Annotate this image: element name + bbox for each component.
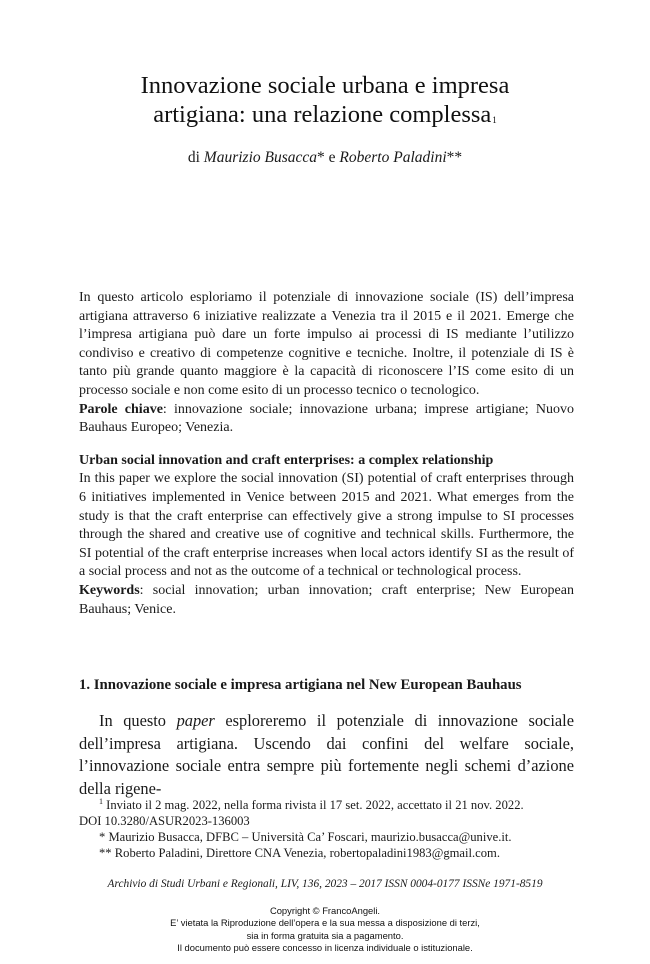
author-2-name: Roberto Paladini [339,149,447,166]
copyright-line-4: Il documento può essere concesso in licenza individuale o istituzionale. [177,941,473,953]
copyright-line-3: sia in forma gratuita sia a pagamento. [246,929,404,941]
section-heading: 1. Innovazione sociale e impresa artigiana nel New European Bauhaus [79,677,522,693]
author-prefix: di [187,149,200,166]
paragraph-1-italic: paper [176,711,215,730]
journal-citation: Archivio di Studi Urbani e Regionali, LIV, 136, 2023 – 2017 ISSN 0004-0177 ISSNe 1971-8519 [107,878,543,890]
keywords-it [79,401,574,438]
author-1-name: Maurizio Busacca [203,149,318,166]
abstract-it-text: In questo articolo esploriamo il potenziale di innovazione sociale (IS) dell’impresa artigiana attraverso 6 iniziative realizzate a Venezia tra il 2015 e il 2021. Emerge che l’impresa artigiana può dare un forte impulso ai processi di IS mediante l’utilizzo condiviso e creativo di competenze cognitive e tecniche. Inoltre, il potenziale di IS è tanto più grande quanto maggiore è la capacità di riconoscere l’IS come esito di un processo sociale e non come esito di un processo tecnico o tecnologico. [79,290,574,398]
article-title [60,71,590,129]
paragraph-1-start: In questo [99,711,177,730]
footnote-1-text: Inviato il 2 mag. 2022, nella forma rivista il 17 set. 2022, accettato il 21 nov. 2022. [103,798,524,813]
abstract-en-text: In this paper we explore the social innovation (SI) potential of craft enterprises through 6 initiatives implemented in Venice between 2015 and 2021. What emerges from the study is that the craft enterprise can effectively give a strong impulse to SI processes through the shared and creative use of cognitive and technical skills. Furthermore, the SI potential of the craft enterprise increases when local actors identify SI as the result of a social process and not as the outcome of a technical or technological process. [79,471,574,580]
keywords-en [79,582,574,619]
author-2-mark: ** [446,149,463,166]
title-line-2 [60,100,590,129]
title-line-1: Innovazione sociale urbana e impresa [140,72,510,99]
title-line-2-text: artigiana: una relazione complessa [153,101,492,128]
keywords-it-label: Parole chiave [79,401,163,417]
footnotes [79,794,574,861]
paragraph-1-rest: esploreremo il potenziale di innovazione sociale dell’impresa artigiana. Uscendo dai confini del welfare sociale, l’innovazione sociale entra sempre più fortemente negli schemi d’azione della rigene- [79,711,574,798]
copyright-notice [0,905,650,954]
copyright-line-2: E’ vietata la Riproduzione dell’opera e la sua messa a disposizione di terzi, [170,917,480,929]
body-paragraph [79,710,574,800]
keywords-en-list: : social innovation; urban innovation; craft enterprise; New European Bauhaus; Venice. [79,582,574,617]
keywords-it-list: : innovazione sociale; innovazione urbana; imprese artigiane; Nuovo Bauhaus Europeo; Venezia. [79,401,574,436]
footnote-author-1: * Maurizio Busacca, DFBC – Università Ca’ Foscari, maurizio.busacca@unive.it. [99,830,512,845]
title-footnote-mark: 1 [492,115,497,125]
doi: DOI 10.3280/ASUR2023-136003 [79,814,250,829]
author-1-mark: * [317,149,325,166]
footnote-1 [79,794,574,813]
keywords-en-label: Keywords [79,582,140,598]
footnote-author-2: ** Roberto Paladini, Direttore CNA Venezia, robertopaladini1983@gmail.com. [99,846,500,861]
copyright-line-1: Copyright © FrancoAngeli. [269,905,381,916]
abstract-en-title: Urban social innovation and craft enterprises: a complex relationship [79,452,494,468]
paragraph-1 [79,710,574,800]
author-conjunction: e [328,149,336,166]
author-line [0,148,650,168]
abstract-block [79,289,574,619]
footnote-1-mark: 1 [99,797,103,806]
